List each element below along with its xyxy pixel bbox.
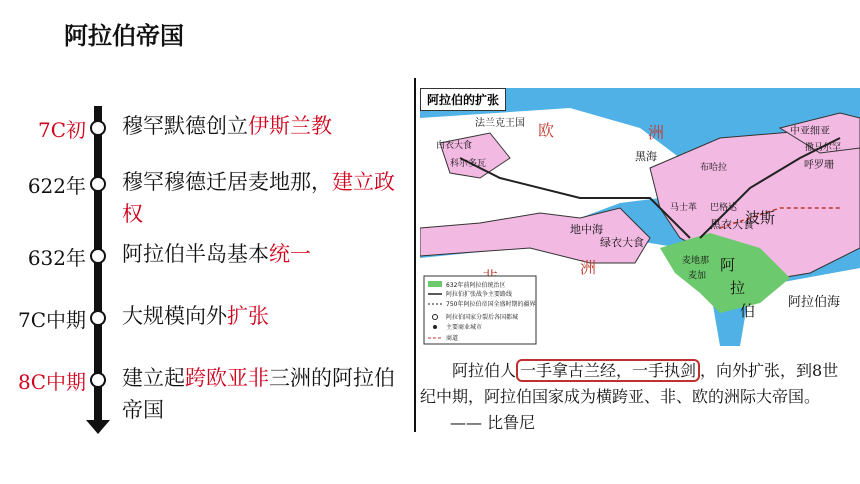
quote-highlight: 一手拿古兰经，一手执剑 xyxy=(516,359,700,382)
timeline-dot xyxy=(90,120,106,136)
label-central-asia: 中亚细亚 xyxy=(790,126,830,137)
label-white-caliphate: 白衣大食 xyxy=(436,141,473,151)
label-black-sea: 黑海 xyxy=(635,150,657,163)
timeline-arrow-icon xyxy=(86,420,110,434)
timeline-dot xyxy=(90,372,106,388)
timeline-dot xyxy=(90,310,106,326)
label-cordoba: 科尔多瓦 xyxy=(450,159,487,169)
page-title: 阿拉伯帝国 xyxy=(64,22,184,50)
label-africa-2: 洲 xyxy=(580,258,597,277)
label-green-caliphate: 绿衣大食 xyxy=(600,236,644,249)
quote-post: ，向外扩张，到8世纪中期，阿拉伯国家成为横跨亚、非、欧的洲际大帝国。 xyxy=(420,361,839,406)
timeline-dot xyxy=(90,176,106,192)
label-europe-1: 欧 xyxy=(538,121,555,140)
timeline-event xyxy=(122,166,402,230)
timeline-date: 8C中期 xyxy=(17,370,86,394)
timeline-event-text: 穆罕默德创立 xyxy=(122,114,248,138)
label-bukhara: 布哈拉 xyxy=(700,163,728,173)
timeline-event xyxy=(122,110,402,142)
legend-trade: 商道 xyxy=(446,335,459,342)
timeline-event xyxy=(122,362,402,426)
map-legend xyxy=(424,276,536,344)
timeline-date: 7C中期 xyxy=(17,308,86,332)
legend-core: 632年前阿拉伯统治区 xyxy=(446,282,506,289)
label-frank: 法兰克王国 xyxy=(475,118,525,129)
legend-capitals: 阿拉伯国家分裂后各国都城 xyxy=(446,314,519,321)
timeline-event-text: 统一 xyxy=(269,242,311,266)
label-damascus: 马士革 xyxy=(670,203,698,213)
quote-pre: 阿拉伯人 xyxy=(452,361,517,380)
timeline-event xyxy=(122,238,402,270)
label-arabia-1: 阿 xyxy=(720,256,736,274)
timeline-date: 632年 xyxy=(27,246,86,270)
timeline-event xyxy=(122,300,402,332)
timeline-event-text: 伊斯兰教 xyxy=(248,114,332,138)
legend-cities: 主要商业城市 xyxy=(446,324,483,331)
timeline-event-text: 大规模向外 xyxy=(122,304,227,328)
timeline-date: 7C初 xyxy=(37,118,86,142)
timeline-dot xyxy=(90,248,106,264)
map-graphic xyxy=(420,88,860,346)
label-arab-sea: 阿拉伯海 xyxy=(788,295,841,310)
timeline-date: 622年 xyxy=(27,174,86,198)
timeline-event-text: 建立政权 xyxy=(122,170,395,226)
timeline-event-text: 跨欧亚非 xyxy=(185,366,269,390)
label-arabia-2: 拉 xyxy=(730,279,746,297)
label-samarkand: 撒马尔罕 xyxy=(805,143,842,153)
legend-border: 750年阿拉伯帝国全盛时期的疆界 xyxy=(446,301,536,308)
timeline-event-text: 三洲的阿拉伯帝国 xyxy=(122,366,395,422)
label-mecca: 麦加 xyxy=(688,271,707,281)
map-title: 阿拉伯的扩张 xyxy=(420,88,506,111)
label-baghdad: 巴格达 xyxy=(710,203,738,213)
legend-route: 阿拉伯扩张战争主要路线 xyxy=(446,291,513,298)
vertical-divider xyxy=(414,78,416,432)
label-black-caliphate: 黑衣大食 xyxy=(710,218,754,231)
label-arabia-3: 伯 xyxy=(740,302,756,320)
label-persia: 波斯 xyxy=(745,209,776,227)
expansion-map xyxy=(420,88,860,346)
label-mediterranean: 地中海 xyxy=(570,223,603,236)
label-khorasan: 呼罗珊 xyxy=(804,160,834,171)
label-medina: 麦地那 xyxy=(682,256,710,266)
label-europe-2: 洲 xyxy=(648,123,665,142)
timeline-event-text: 建立起 xyxy=(122,366,185,390)
timeline-event-text: 阿拉伯半岛基本 xyxy=(122,242,269,266)
timeline-event-text: 穆罕穆德迁居麦地那， xyxy=(122,170,332,194)
quote-block xyxy=(420,358,850,436)
timeline-event-text: 扩张 xyxy=(227,304,269,328)
quote-author: —— 比鲁尼 xyxy=(450,413,536,432)
